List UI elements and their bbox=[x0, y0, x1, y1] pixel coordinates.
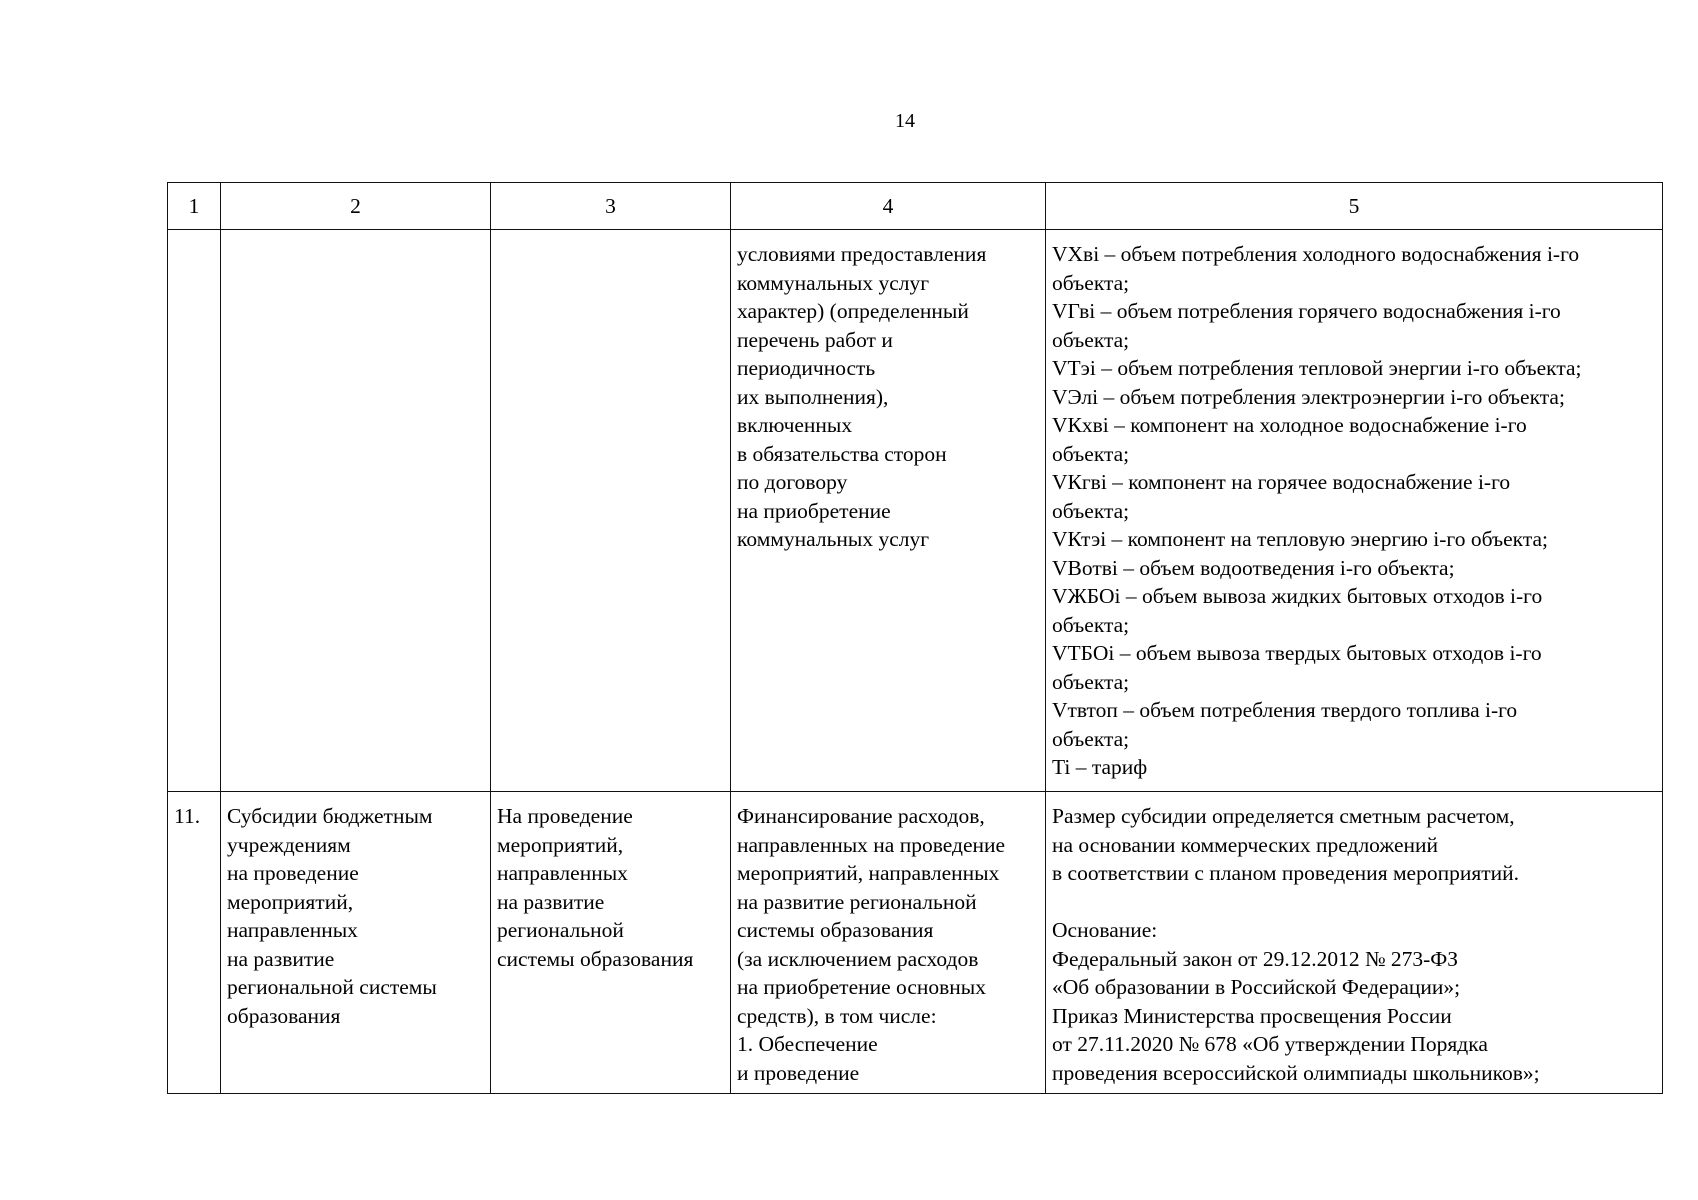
text-line: направленных bbox=[227, 918, 358, 942]
text-line: на основании коммерческих предложений bbox=[1052, 832, 1439, 857]
text-line: их выполнения), bbox=[737, 384, 889, 409]
text-line: на приобретение основных bbox=[737, 975, 986, 999]
text-line: VВотвi – объем водоотведения i-го объекта; bbox=[1052, 555, 1455, 580]
text-line: средств), в том числе: bbox=[737, 1003, 937, 1028]
text-line: На проведение bbox=[497, 804, 633, 828]
text-line: VЖБОi – объем вывоза жидких бытовых отходов i-го bbox=[1052, 584, 1543, 608]
text-line: на проведение bbox=[227, 861, 359, 885]
text-line: условиями предоставления bbox=[737, 242, 987, 266]
text-line: Ti – тариф bbox=[1052, 755, 1148, 779]
text-line: VТэi – объем потребления тепловой энергии i-го объекта; bbox=[1052, 356, 1582, 380]
text-line: от 27.11.2020 № 678 «Об утверждении Порядка bbox=[1052, 1032, 1488, 1056]
page-number: 14 bbox=[895, 110, 915, 132]
text-line: перечень работ и bbox=[737, 327, 893, 352]
header-col-1: 1 bbox=[168, 183, 221, 230]
text-line: Размер субсидии определяется сметным расчетом, bbox=[1052, 804, 1515, 828]
text-line: Федеральный закон от 29.12.2012 № 273-ФЗ bbox=[1052, 946, 1459, 971]
text-line: на приобретение bbox=[737, 498, 891, 523]
text-line: VКгвi – компонент на горячее водоснабжение i-го bbox=[1052, 470, 1511, 494]
text-line: характер) (определенный bbox=[737, 299, 969, 323]
text-line: в соответствии с планом проведения мероприятий. bbox=[1052, 861, 1520, 885]
text-line: объекта; bbox=[1052, 327, 1130, 352]
text-line: VГвi – объем потребления горячего водоснабжения i-го bbox=[1052, 299, 1561, 323]
cell-name bbox=[221, 792, 491, 1094]
text-line: объекта; bbox=[1052, 612, 1130, 637]
cell-name bbox=[221, 230, 491, 792]
text-line: (за исключением расходов bbox=[737, 946, 979, 971]
text-line: Приказ Министерства просвещения России bbox=[1052, 1003, 1452, 1028]
table-row-11 bbox=[168, 792, 1663, 1094]
text-line: объекта; bbox=[1052, 726, 1130, 751]
cell-purpose bbox=[491, 230, 731, 792]
text-line: проведения всероссийской олимпиады школьников»; bbox=[1052, 1060, 1540, 1085]
text-line: Vтвтоп – объем потребления твердого топлива i-го bbox=[1052, 698, 1518, 722]
text-line: мероприятий, bbox=[227, 889, 354, 914]
text-line: периодичность bbox=[737, 356, 876, 380]
text-line: Финансирование расходов, bbox=[737, 804, 985, 828]
text-line: направленных на проведение bbox=[737, 832, 1006, 857]
text-line: объекта; bbox=[1052, 270, 1130, 295]
paragraph-gap bbox=[1052, 888, 1656, 917]
text-line: региональной системы bbox=[227, 975, 437, 999]
text-line: учреждениям bbox=[227, 832, 351, 857]
text-line: «Об образовании в Российской Федерации»; bbox=[1052, 975, 1461, 999]
text-line: на развитие bbox=[227, 946, 335, 971]
cell-description bbox=[731, 230, 1046, 792]
header-col-4: 4 bbox=[731, 183, 1046, 230]
text-line: Основание: bbox=[1052, 918, 1158, 942]
text-line: включенных bbox=[737, 413, 853, 437]
calculation-text bbox=[1052, 802, 1656, 888]
header-col-2: 2 bbox=[221, 183, 491, 230]
text-line: Субсидии бюджетным bbox=[227, 804, 433, 828]
cell-calculation bbox=[1046, 792, 1663, 1094]
text-line: VКхвi – компонент на холодное водоснабжение i-го bbox=[1052, 413, 1527, 437]
document-table bbox=[167, 182, 1663, 1094]
text-line: мероприятий, направленных bbox=[737, 861, 1000, 885]
text-line: региональной bbox=[497, 918, 624, 942]
text-line: объекта; bbox=[1052, 669, 1130, 694]
text-line: на развитие bbox=[497, 889, 605, 914]
table-header-row bbox=[168, 183, 1663, 230]
text-line: образования bbox=[227, 1003, 341, 1028]
table-row-continuation bbox=[168, 230, 1663, 792]
text-line: направленных bbox=[497, 861, 628, 885]
text-line: объекта; bbox=[1052, 441, 1130, 466]
text-line: VXвi – объем потребления холодного водоснабжения i-го bbox=[1052, 242, 1580, 266]
text-line: мероприятий, bbox=[497, 832, 624, 857]
cell-description bbox=[731, 792, 1046, 1094]
text-line: 1. Обеспечение bbox=[737, 1032, 878, 1056]
cell-number bbox=[168, 230, 221, 792]
text-line: объекта; bbox=[1052, 498, 1130, 523]
cell-purpose bbox=[491, 792, 731, 1094]
text-line: системы образования bbox=[497, 946, 694, 971]
basis-text bbox=[1052, 916, 1656, 1087]
cell-number: 11. bbox=[168, 792, 221, 1094]
text-line: на развитие региональной bbox=[737, 889, 977, 914]
text-line: и проведение bbox=[737, 1060, 860, 1085]
header-col-3: 3 bbox=[491, 183, 731, 230]
text-line: по договору bbox=[737, 470, 848, 494]
text-line: в обязательства сторон bbox=[737, 441, 947, 466]
text-line: VЭлi – объем потребления электроэнергии i-го объекта; bbox=[1052, 384, 1565, 409]
text-line: VТБОi – объем вывоза твердых бытовых отходов i-го bbox=[1052, 641, 1542, 665]
cell-calculation bbox=[1046, 230, 1663, 792]
header-col-5: 5 bbox=[1046, 183, 1663, 230]
text-line: коммунальных услуг bbox=[737, 527, 930, 551]
text-line: системы образования bbox=[737, 918, 934, 942]
text-line: VКтэi – компонент на тепловую энергию i-го объекта; bbox=[1052, 527, 1548, 551]
text-line: коммунальных услуг bbox=[737, 270, 930, 295]
